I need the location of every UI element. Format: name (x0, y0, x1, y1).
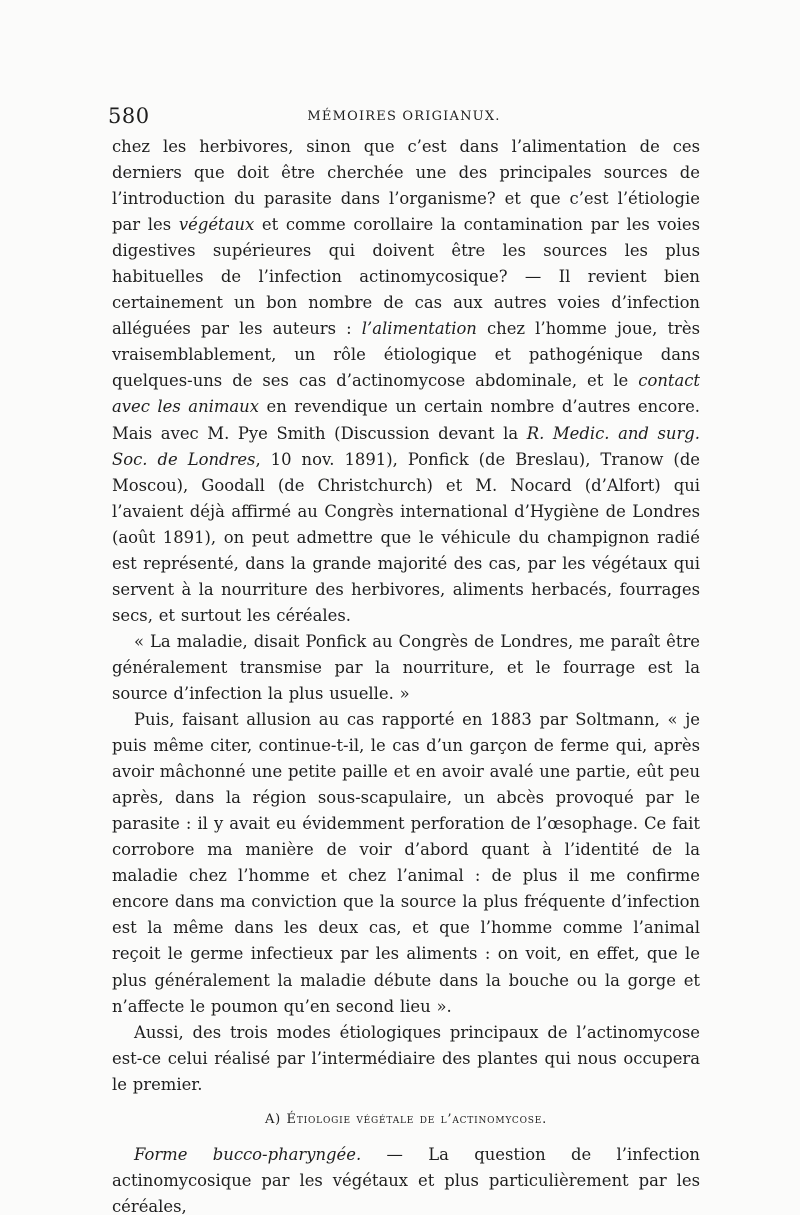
text-span: chez les herbivores, sinon que c’est dans l’alimentation de ces derniers que doit être cherchée une des principales sources de l’introduction du parasite dans l’organisme? et que c’est l’étiologie par les (112, 137, 700, 235)
italic-text: l’alimentation (361, 319, 477, 339)
paragraph-5 (112, 1142, 700, 1220)
body-text (112, 134, 700, 1220)
paragraph-1 (112, 134, 700, 629)
text-span: et comme corollaire la contamination par les voies digestives supérieures qui doivent être les sources les plus habituelles de l’infection actinomycosique? — Il revient bien certainement un bon nombre de cas aux autres voies d’infection alléguées par les auteurs : (112, 215, 700, 339)
italic-text: Forme bucco-pharyngée. (134, 1144, 362, 1164)
section-heading (112, 1098, 700, 1142)
text-span: en revendique un certain nombre d’autres encore. Mais avec M. Pye Smith (Discussion devant la (112, 397, 700, 443)
italic-text: contact avec les animaux (112, 371, 700, 417)
page-number: 580 (108, 104, 150, 128)
italic-text: R. Medic. and surg. Soc. de Londres (112, 423, 700, 469)
section-title: Étiologie végétale de l’actinomycose. (286, 1111, 548, 1127)
running-head (108, 104, 700, 134)
section-marker: A) (264, 1111, 281, 1127)
paragraph-2: « La maladie, disait Ponfick au Congrès de Londres, me paraît être généralement transmise par la nourriture, et le fourrage est la source d’infection la plus usuelle. » (112, 631, 700, 703)
running-title: MÉMOIRES ORIGIANUX. (307, 109, 501, 124)
text-span: , 10 nov. 1891), Ponfick (de Breslau), Tranow (de Moscou), Goodall (de Christchurch) et M. Nocard (d’Alfort) qui l’avaient déjà affirmé au Congrès international d’Hygiène de Londres (août 1891), on peut admettre que le véhicule du champignon radié est représenté, dans la grande majorité des cas, par les végétaux qui servent à la nourriture des herbivores, aliments herbacés, fourrages secs, et surtout les céréales. (112, 449, 701, 625)
paragraph-3: Puis, faisant allusion au cas rapporté en 1883 par Soltmann, « je puis même citer, continue-t-il, le cas d’un garçon de ferme qui, après avoir mâchonné une petite paille et en avoir avalé une partie, eût peu après, dans la région sous-scapulaire, un abcès provoqué par le parasite : il y avait eu évidemment perforation de l’œsophage. Ce fait corrobore ma manière de voir d’abord quant à l’identité de la maladie chez l’homme et chez l’animal : de plus il me confirme encore dans ma conviction que la source la plus fréquente d’infection est la même dans les deux cas, et que l’homme comme l’animal reçoit le germe infectieux par les aliments : on voit, en effet, que le plus généralement la maladie débute dans la bouche ou la gorge et n’affecte le poumon qu’en second lieu ». (112, 710, 700, 1016)
paragraph-4: Aussi, des trois modes étiologiques principaux de l’actinomycose est-ce celui réalisé par l’intermédiaire des plantes qui nous occupera le premier. (112, 1022, 700, 1094)
text-span: chez l’homme joue, très vraisemblablement, un rôle étiologique et pathogénique dans quelques-uns de ses cas d’actinomycose abdominale, et le (112, 319, 700, 391)
italic-text: végétaux (178, 215, 255, 235)
text-span: — La question de l’infection actinomycosique par les végétaux et plus particulièrement par les céréales, (112, 1144, 700, 1216)
